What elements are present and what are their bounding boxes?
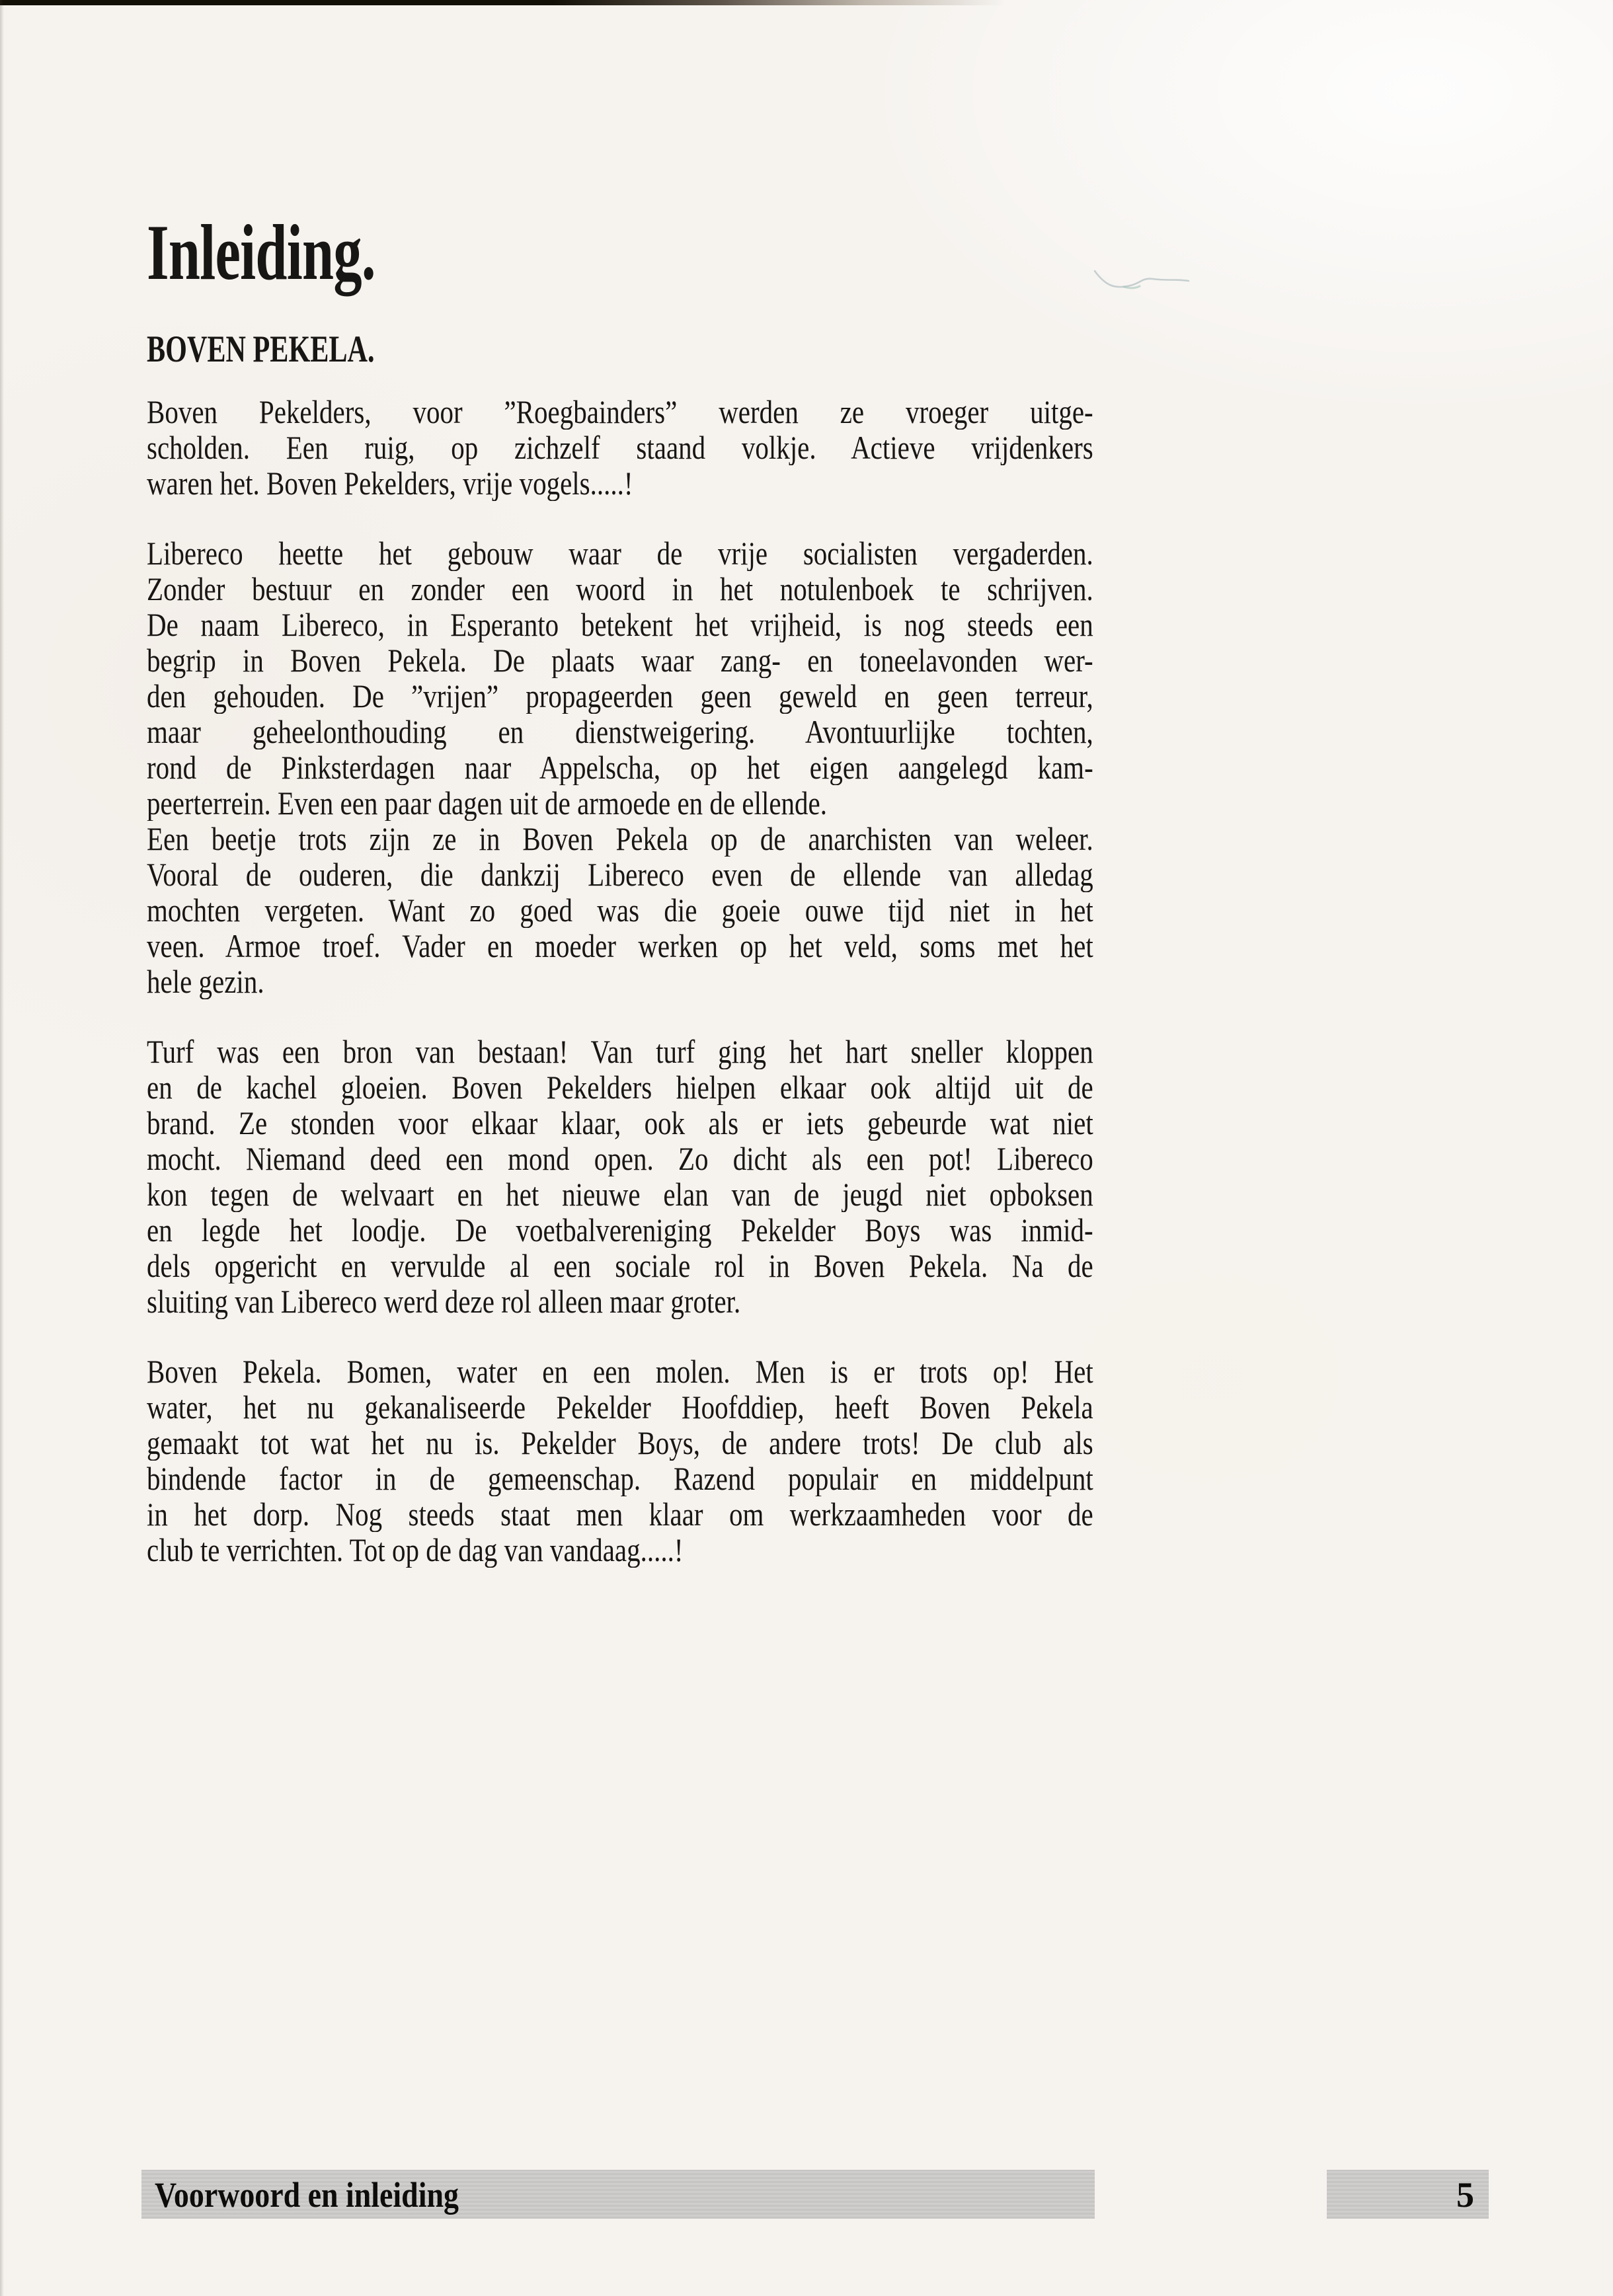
- text-line: mochten vergeten. Want zo goed was die goeie ouwe tijd niet in het: [147, 892, 1093, 928]
- footer-section-bar: [141, 2170, 1095, 2219]
- body-text: [147, 394, 1093, 1602]
- text-line: maar geheelonthouding en dienstweigering. Avontuurlijke tochten,: [147, 714, 1093, 749]
- page-number-box: [1327, 2170, 1489, 2219]
- text-line: Libereco heette het gebouw waar de vrije socialisten vergaderden.: [147, 535, 1093, 571]
- text-line: Een beetje trots zijn ze in Boven Pekela op de anarchisten van weleer.: [147, 821, 1093, 857]
- text-line: hele gezin.: [147, 964, 264, 999]
- text-line: dels opgericht en vervulde al een sociale rol in Boven Pekela. Na de: [147, 1248, 1093, 1283]
- text-line: rond de Pinksterdagen naar Appelscha, op het eigen aangelegd kam-: [147, 749, 1093, 785]
- text-line: water, het nu gekanaliseerde Pekelder Hoofddiep, heeft Boven Pekela: [147, 1389, 1093, 1425]
- text-line: mocht. Niemand deed een mond open. Zo dicht als een pot! Libereco: [147, 1141, 1093, 1176]
- scan-edge-strip: [0, 0, 1005, 5]
- text-line: peerterrein. Even een paar dagen uit de armoede en de ellende.: [147, 785, 828, 821]
- text-line: sluiting van Libereco werd deze rol alleen maar groter.: [147, 1283, 741, 1319]
- text-line: Vooral de ouderen, die dankzij Libereco even de ellende van alledag: [147, 857, 1093, 892]
- paragraph: [147, 1034, 1093, 1319]
- text-line: Turf was een bron van bestaan! Van turf ging het hart sneller kloppen: [147, 1034, 1093, 1069]
- text-line: scholden. Een ruig, op zichzelf staand volkje. Actieve vrijdenkers: [147, 430, 1093, 465]
- paragraph: [147, 535, 1093, 999]
- text-line: veen. Armoe troef. Vader en moeder werken op het veld, soms met het: [147, 928, 1093, 964]
- text-line: begrip in Boven Pekela. De plaats waar zang- en toneelavonden wer-: [147, 642, 1093, 678]
- text-line: den gehouden. De ”vrijen” propageerden geen geweld en geen terreur,: [147, 678, 1093, 714]
- text-line: De naam Libereco, in Esperanto betekent het vrijheid, is nog steeds een: [147, 607, 1093, 642]
- paragraph: [147, 1354, 1093, 1568]
- paragraph: [147, 394, 1093, 501]
- footer-section-label: Voorwoord en inleiding: [155, 2175, 459, 2215]
- page-number: 5: [1456, 2175, 1474, 2215]
- text-line: brand. Ze stonden voor elkaar klaar, ook als er iets gebeurde wat niet: [147, 1105, 1093, 1141]
- text-line: waren het. Boven Pekelders, vrije vogels.....!: [147, 465, 633, 501]
- text-line: gemaakt tot wat het nu is. Pekelder Boys, de andere trots! De club als: [147, 1425, 1093, 1461]
- text-line: en de kachel gloeien. Boven Pekelders hielpen elkaar ook altijd uit de: [147, 1069, 1093, 1105]
- paper-left-edge-shadow: [0, 0, 4, 2296]
- page-title: Inleiding.: [147, 208, 375, 296]
- text-line: Boven Pekela. Bomen, water en een molen. Men is er trots op! Het: [147, 1354, 1093, 1389]
- scan-hair-artifact: [1092, 263, 1191, 297]
- text-line: bindende factor in de gemeenschap. Razend populair en middelpunt: [147, 1461, 1093, 1496]
- text-line: club te verrichten. Tot op de dag van vandaag.....!: [147, 1532, 684, 1568]
- text-line: en legde het loodje. De voetbalvereniging Pekelder Boys was inmid-: [147, 1212, 1093, 1248]
- text-line: Boven Pekelders, voor ”Roegbainders” werden ze vroeger uitge-: [147, 394, 1093, 430]
- text-line: Zonder bestuur en zonder een woord in het notulenboek te schrijven.: [147, 571, 1093, 607]
- text-line: in het dorp. Nog steeds staat men klaar om werkzaamheden voor de: [147, 1496, 1093, 1532]
- text-line: kon tegen de welvaart en het nieuwe elan van de jeugd niet opboksen: [147, 1176, 1093, 1212]
- section-subtitle: BOVEN PEKELA.: [147, 328, 375, 370]
